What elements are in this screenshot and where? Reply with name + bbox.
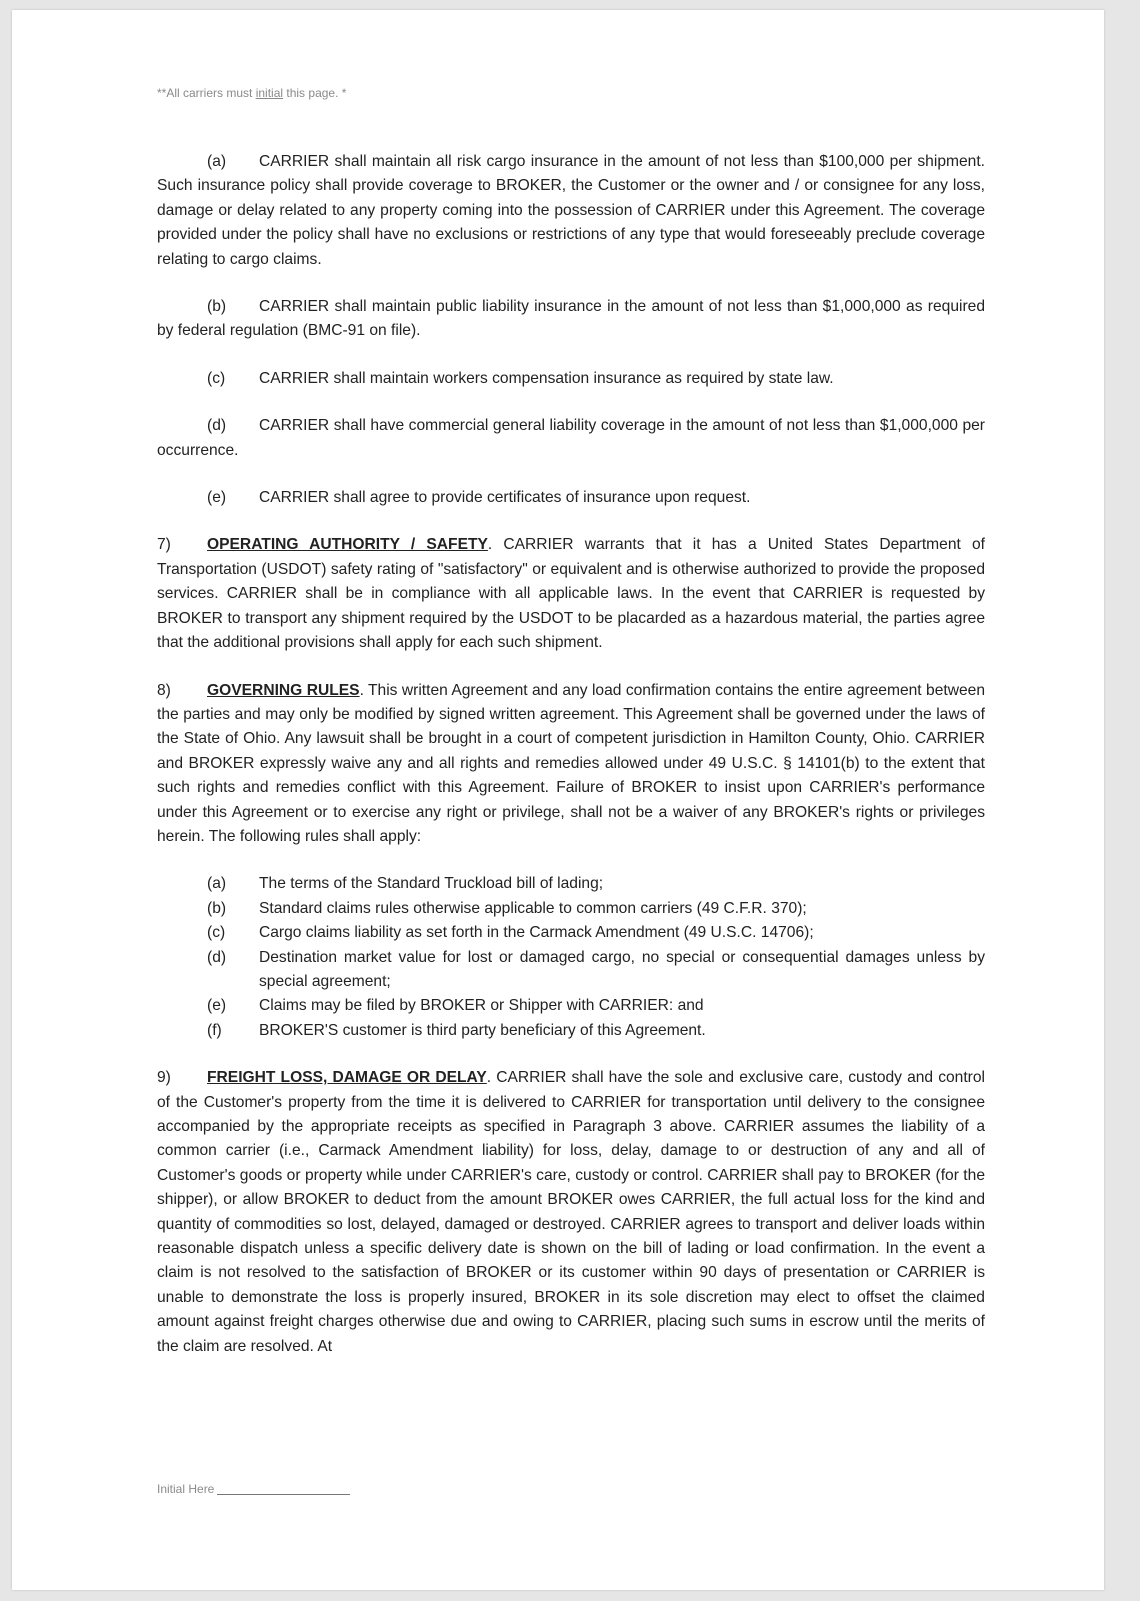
insurance-item: (d) CARRIER shall have commercial general liability coverage in the amount of not less than $1,000,000 per occurrence.: [157, 417, 985, 459]
section-heading: GOVERNING RULES: [207, 681, 360, 699]
insurance-item: (b) CARRIER shall maintain public liability insurance in the amount of not less than $1,000,000 as required by federal regulation (BMC-91 on file).: [157, 298, 985, 340]
document-body: [157, 150, 985, 1382]
insurance-item: (c) CARRIER shall maintain workers compensation insurance as required by state law.: [207, 369, 834, 387]
list-item: (b) Standard claims rules otherwise applicable to common carriers (49 C.F.R. 370);: [207, 899, 807, 917]
initial-note: **All carriers must initial this page. *: [157, 86, 347, 100]
list-item: (d) Destination market value for lost or damaged cargo, no special or consequential damages unless by special agreement;: [207, 948, 985, 990]
insurance-item: (a) CARRIER shall maintain all risk cargo insurance in the amount of not less than $100,000 per shipment. Such insurance policy shall provide coverage to BROKER, the Customer or the owner and / or consignee for any loss, damage or delay related to any property coming into the possession of CARRIER under this Agreement. The coverage provided under the policy shall have no exclusions or restrictions of any type that would foreseeably preclude coverage relating to cargo claims.: [157, 153, 985, 268]
list-item: (f) BROKER'S customer is third party beneficiary of this Agreement.: [207, 1021, 706, 1039]
list-item: (a) The terms of the Standard Truckload bill of lading;: [207, 875, 604, 893]
section-heading: OPERATING AUTHORITY / SAFETY: [207, 536, 488, 554]
list-item: (e) Claims may be filed by BROKER or Shipper with CARRIER: and: [207, 997, 704, 1015]
signature-line[interactable]: [217, 1494, 350, 1495]
section-governing-rules: 8) GOVERNING RULES. This written Agreement and any load confirmation contains the entire agreement between the parties and may only be modified by signed written agreement. This Agreement shall be governed under the laws of the State of Ohio. Any lawsuit shall be brought in a court of competent jurisdiction in Hamilton County, Ohio. CARRIER and BROKER expressly waive any and all rights and remedies allowed under 49 U.S.C. § 14101(b) to the extent that such rights and remedies conflict with this Agreement. Failure of BROKER to insist upon CARRIER's performance under this Agreement or to exercise any right or privilege, shall not be a waiver of any BROKER's rights or privileges herein. The following rules shall apply:: [157, 681, 985, 845]
section-operating-authority: 7) OPERATING AUTHORITY / SAFETY. CARRIER warrants that it has a United States Department of Transportation (USDOT) safety rating of "satisfactory" or equivalent and is otherwise authorized to provide the proposed services. CARRIER shall be in compliance with all applicable laws. In the event that CARRIER is requested by BROKER to transport any shipment required by the USDOT to be placarded as a hazardous material, the parties agree that the additional provisions shall apply for each such shipment.: [157, 536, 985, 652]
list-item: (c) Cargo claims liability as set forth in the Carmack Amendment (49 U.S.C. 14706);: [207, 924, 814, 942]
rules-list: [157, 872, 985, 1043]
document-page: [12, 10, 1104, 1590]
insurance-item: (e) CARRIER shall agree to provide certificates of insurance upon request.: [207, 489, 751, 507]
initial-here-field[interactable]: Initial Here: [157, 1482, 350, 1496]
section-heading: FREIGHT LOSS, DAMAGE OR DELAY: [207, 1069, 487, 1087]
section-freight-loss: 9) FREIGHT LOSS, DAMAGE OR DELAY. CARRIER shall have the sole and exclusive care, custody and control of the Customer's property from the time it is delivered to CARRIER for transportation until delivery to the consignee accompanied by the appropriate receipts as specified in Paragraph 3 above. CARRIER assumes the liability of a common carrier (i.e., Carmack Amendment liability) for loss, delay, damage to or destruction of any and all of Customer's goods or property while under CARRIER's care, custody or control. CARRIER shall pay to BROKER (for the shipper), or allow BROKER to deduct from the amount BROKER owes CARRIER, the full actual loss for the kind and quantity of commodities so lost, delayed, damaged or destroyed. CARRIER agrees to transport and deliver loads within reasonable dispatch unless a specific delivery date is shown on the bill of lading or load confirmation. In the event a claim is not resolved to the satisfaction of BROKER or its customer within 90 days of presentation or CARRIER is unable to demonstrate the loss is properly insured, BROKER in its sole discretion may elect to offset the claimed amount against freight charges otherwise due and owing to CARRIER, placing such sums in escrow until the merits of the claim are resolved. At: [157, 1069, 985, 1355]
